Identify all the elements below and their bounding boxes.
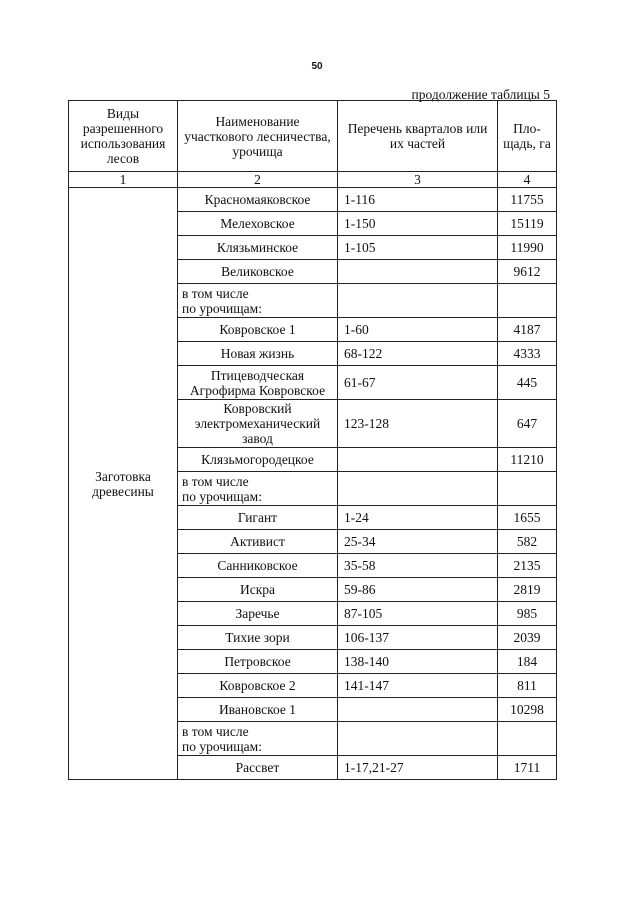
area-value: 2039 xyxy=(498,626,557,650)
blocks-list: 138-140 xyxy=(338,650,498,674)
blocks-list: 68-122 xyxy=(338,342,498,366)
area-value: 9612 xyxy=(498,260,557,284)
area-value: 184 xyxy=(498,650,557,674)
subgroup-label: в том числе по урочищам: xyxy=(178,284,338,318)
blocks-list: 141-147 xyxy=(338,674,498,698)
area-value: 2135 xyxy=(498,554,557,578)
area-value: 11210 xyxy=(498,448,557,472)
forestry-name: Мелеховское xyxy=(178,212,338,236)
area-value: 11990 xyxy=(498,236,557,260)
forestry-name: Ивановское 1 xyxy=(178,698,338,722)
page-number: 50 xyxy=(311,61,323,72)
blocks-list xyxy=(338,284,498,318)
header-forestry-name: Наименование участкового лесничества, урочища xyxy=(178,101,338,172)
area-value: 582 xyxy=(498,530,557,554)
blocks-list: 1-105 xyxy=(338,236,498,260)
blocks-list: 61-67 xyxy=(338,366,498,400)
header-blocks-list: Перечень кварталов или их частей xyxy=(338,101,498,172)
forestry-name: Великовское xyxy=(178,260,338,284)
area-value xyxy=(498,284,557,318)
forestry-name: Искра xyxy=(178,578,338,602)
forestry-name: Заречье xyxy=(178,602,338,626)
blocks-list: 1-116 xyxy=(338,188,498,212)
blocks-list: 25-34 xyxy=(338,530,498,554)
column-number: 3 xyxy=(338,172,498,188)
forestry-name: Птицеводческая Агрофирма Ковровское xyxy=(178,366,338,400)
area-value: 11755 xyxy=(498,188,557,212)
forestry-name: Клязьминское xyxy=(178,236,338,260)
area-value xyxy=(498,722,557,756)
table-continuation-label: продолжение таблицы 5 xyxy=(411,87,550,102)
forestry-name: Красномаяковское xyxy=(178,188,338,212)
forestry-name: Новая жизнь xyxy=(178,342,338,366)
header-usage-type: Виды разрешенного использования лесов xyxy=(69,101,178,172)
area-value: 2819 xyxy=(498,578,557,602)
area-value: 1711 xyxy=(498,756,557,780)
forestry-name: Клязьмогородецкое xyxy=(178,448,338,472)
subgroup-label: в том числе по урочищам: xyxy=(178,472,338,506)
blocks-list: 87-105 xyxy=(338,602,498,626)
forestry-name: Гигант xyxy=(178,506,338,530)
blocks-list xyxy=(338,698,498,722)
area-value xyxy=(498,472,557,506)
area-value: 4187 xyxy=(498,318,557,342)
forest-usage-table xyxy=(68,100,557,780)
blocks-list: 123-128 xyxy=(338,400,498,448)
blocks-list xyxy=(338,260,498,284)
forestry-name: Ковровский электромеханический завод xyxy=(178,400,338,448)
column-number: 1 xyxy=(69,172,178,188)
blocks-list: 1-24 xyxy=(338,506,498,530)
blocks-list xyxy=(338,448,498,472)
column-number: 2 xyxy=(178,172,338,188)
area-value: 985 xyxy=(498,602,557,626)
blocks-list: 59-86 xyxy=(338,578,498,602)
usage-type-cell: Заготовка древесины xyxy=(69,188,178,780)
blocks-list: 106-137 xyxy=(338,626,498,650)
blocks-list: 35-58 xyxy=(338,554,498,578)
table-body xyxy=(69,188,557,780)
area-value: 1655 xyxy=(498,506,557,530)
column-number: 4 xyxy=(498,172,557,188)
blocks-list xyxy=(338,722,498,756)
header-area: Пло-щадь, га xyxy=(498,101,557,172)
area-value: 811 xyxy=(498,674,557,698)
blocks-list: 1-60 xyxy=(338,318,498,342)
forestry-name: Ковровское 2 xyxy=(178,674,338,698)
area-value: 4333 xyxy=(498,342,557,366)
forestry-name: Тихие зори xyxy=(178,626,338,650)
subgroup-label: в том числе по урочищам: xyxy=(178,722,338,756)
forestry-name: Петровское xyxy=(178,650,338,674)
forestry-name: Активист xyxy=(178,530,338,554)
table-row xyxy=(69,188,557,212)
forestry-name: Санниковское xyxy=(178,554,338,578)
area-value: 445 xyxy=(498,366,557,400)
forestry-name: Рассвет xyxy=(178,756,338,780)
area-value: 10298 xyxy=(498,698,557,722)
area-value: 15119 xyxy=(498,212,557,236)
blocks-list xyxy=(338,472,498,506)
blocks-list: 1-17,21-27 xyxy=(338,756,498,780)
area-value: 647 xyxy=(498,400,557,448)
forestry-name: Ковровское 1 xyxy=(178,318,338,342)
blocks-list: 1-150 xyxy=(338,212,498,236)
